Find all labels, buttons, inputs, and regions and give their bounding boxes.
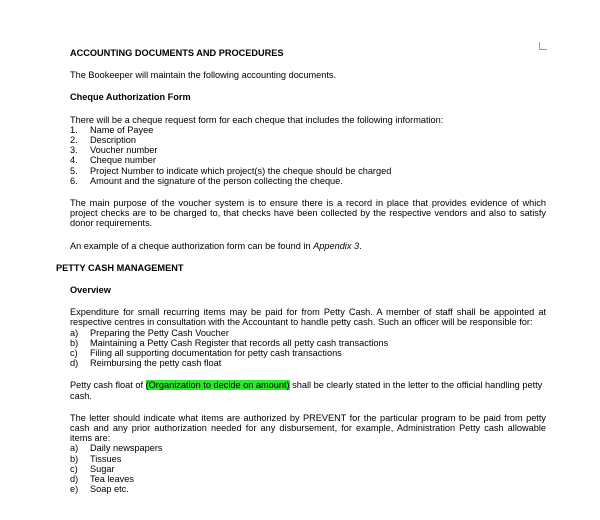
list-marker: 5. — [70, 165, 78, 176]
list-marker: 6. — [70, 175, 78, 186]
list-item-text: Preparing the Petty Cash Voucher — [90, 327, 229, 338]
section-title-accounting: ACCOUNTING DOCUMENTS AND PROCEDURES — [70, 48, 284, 58]
list-marker: a) — [70, 443, 79, 454]
float-text-after: shall be clearly stated in the letter to the official handling petty cash. — [70, 380, 543, 401]
example-text: An example of a cheque authorization form can be found in — [70, 240, 314, 251]
list-item-text: Maintaining a Petty Cash Register that records all petty cash transactions — [90, 337, 389, 348]
list-item-text: Cheque number — [90, 155, 156, 166]
list-item-text: Tea leaves — [90, 474, 134, 485]
petty-cash-float-paragraph — [70, 380, 546, 400]
list-item — [70, 176, 546, 186]
list-marker: 4. — [70, 155, 78, 166]
list-item-text: Soap etc. — [90, 484, 129, 495]
intro-paragraph: The Bookeeper will maintain the following accounting documents. — [70, 70, 337, 81]
example-end: . — [359, 240, 362, 251]
section-accounting — [56, 48, 546, 251]
section-title-petty-cash: PETTY CASH MANAGEMENT — [56, 262, 184, 273]
list-marker: b) — [70, 453, 79, 464]
list-item — [70, 338, 546, 348]
list-item — [70, 125, 546, 135]
list-item-text: Tissues — [90, 453, 122, 464]
list-item — [70, 135, 546, 145]
highlighted-amount-placeholder: (Organization to decide on amount) — [145, 380, 290, 391]
list-item — [70, 454, 546, 464]
list-marker: c) — [70, 463, 78, 474]
cheque-info-list — [70, 125, 546, 186]
list-item — [70, 155, 546, 165]
voucher-purpose-paragraph: The main purpose of the voucher system is to ensure there is a record in place that provides evidence of which project checks are to be charged to, that checks have been collected by the respective vendors and also to satisfy donor requirements. — [70, 198, 546, 229]
list-marker: d) — [70, 474, 79, 485]
cheque-lead-paragraph: There will be a cheque request form for each cheque that includes the following information: — [70, 114, 444, 125]
list-item-text: Filing all supporting documentation for petty cash transactions — [90, 348, 342, 359]
list-marker: b) — [70, 337, 79, 348]
list-marker: d) — [70, 358, 79, 369]
section-petty-cash — [56, 285, 546, 494]
subheading-cheque-authorization: Cheque Authorization Form — [70, 92, 191, 103]
authorization-letter-paragraph: The letter should indicate what items are authorized by PREVENT for the particular program to be paid from petty cash and any prior authorization needed for any disbursement, for example, Administration Petty cash allowable items are: — [70, 412, 546, 444]
list-marker: 2. — [70, 135, 78, 146]
list-item — [70, 348, 546, 358]
list-item — [70, 484, 546, 494]
list-marker: e) — [70, 484, 79, 495]
list-item — [70, 474, 546, 484]
allowable-items-list — [70, 443, 546, 494]
list-item — [70, 145, 546, 155]
list-item-text: Reimbursing the petty cash float — [90, 358, 222, 369]
list-item — [70, 464, 546, 474]
list-item — [70, 443, 546, 453]
list-item-text: Project Number to indicate which project(s) the cheque should be charged — [90, 165, 392, 176]
list-item — [70, 166, 546, 176]
list-item — [70, 328, 546, 338]
document-body — [56, 46, 546, 495]
overview-paragraph: Expenditure for small recurring items may be paid for from Petty Cash. A member of staff shall be appointed at respective centres in consultation with the Accountant to handle petty cash. Such an officer will be responsible for: — [70, 307, 546, 328]
appendix-reference: Appendix 3 — [313, 240, 360, 251]
list-item-text: Amount and the signature of the person collecting the cheque. — [90, 175, 343, 186]
float-text-before: Petty cash float of — [70, 380, 146, 391]
officer-responsibilities-list — [70, 328, 546, 369]
list-marker: 1. — [70, 124, 78, 135]
list-marker: 3. — [70, 145, 78, 156]
subheading-overview: Overview — [70, 285, 111, 296]
list-item-text: Name of Payee — [90, 124, 154, 135]
example-paragraph — [70, 241, 546, 251]
list-item-text: Description — [90, 135, 136, 146]
list-item-text: Daily newspapers — [90, 443, 163, 454]
list-marker: c) — [70, 348, 78, 359]
list-item — [70, 358, 546, 368]
list-item-text: Voucher number — [90, 145, 158, 156]
list-item-text: Sugar — [90, 463, 115, 474]
list-marker: a) — [70, 327, 79, 338]
